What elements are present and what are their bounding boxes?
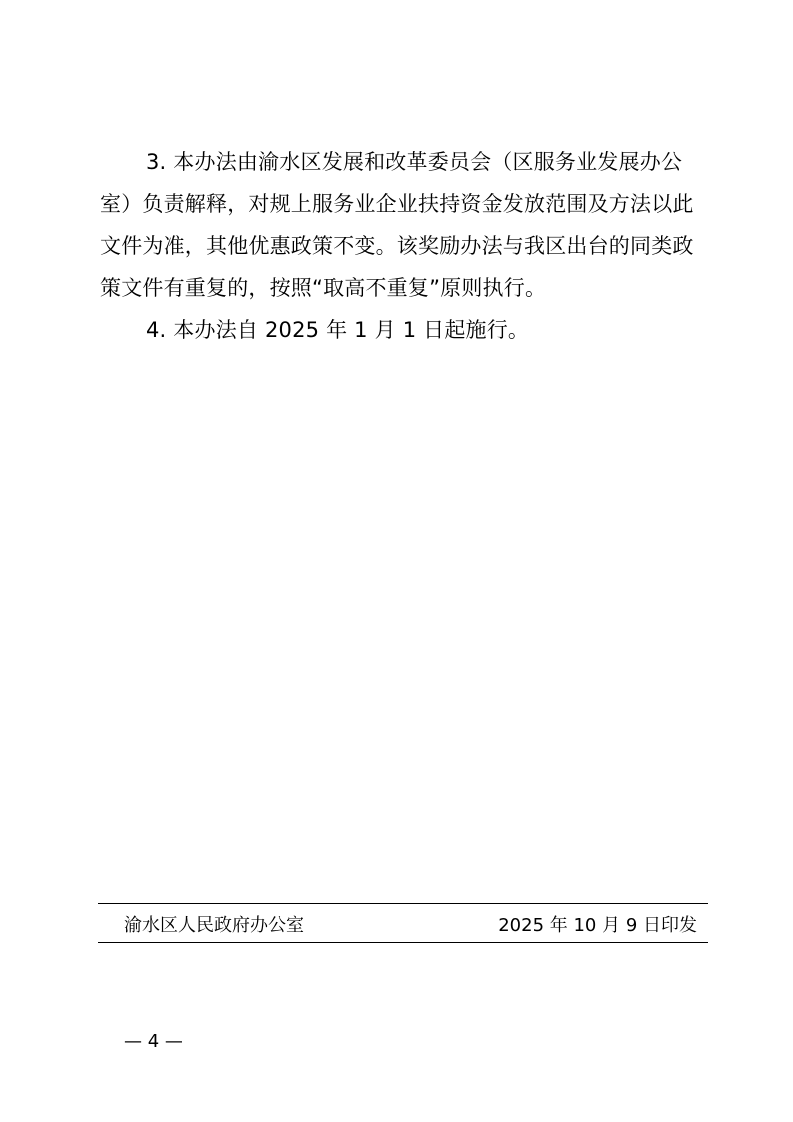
clause-3 xyxy=(100,141,712,309)
footer-bottom-rule xyxy=(98,942,708,943)
page-number: — 4 — xyxy=(124,1031,183,1052)
clause-4 xyxy=(100,309,712,351)
issue-date: 2025 年 10 月 9 日印发 xyxy=(498,915,697,936)
clause-3-line-4: 策文件有重复的，按照“取高不重复”原则执行。 xyxy=(100,276,547,300)
clause-3-line-2: 室）负责解释，对规上服务业企业扶持资金发放范围及方法以此 xyxy=(100,192,694,216)
footer-top-rule xyxy=(98,903,708,904)
clause-3-line-3: 文件为准，其他优惠政策不变。该奖励办法与我区出台的同类政 xyxy=(100,234,694,258)
clause-4-line-1: 4. 本办法自 2025 年 1 月 1 日起施行。 xyxy=(146,318,530,342)
clause-3-line-1: 3. 本办法由渝水区发展和改革委员会（区服务业发展办公 xyxy=(146,150,683,174)
issuer-name: 渝水区人民政府办公室 xyxy=(124,915,304,936)
